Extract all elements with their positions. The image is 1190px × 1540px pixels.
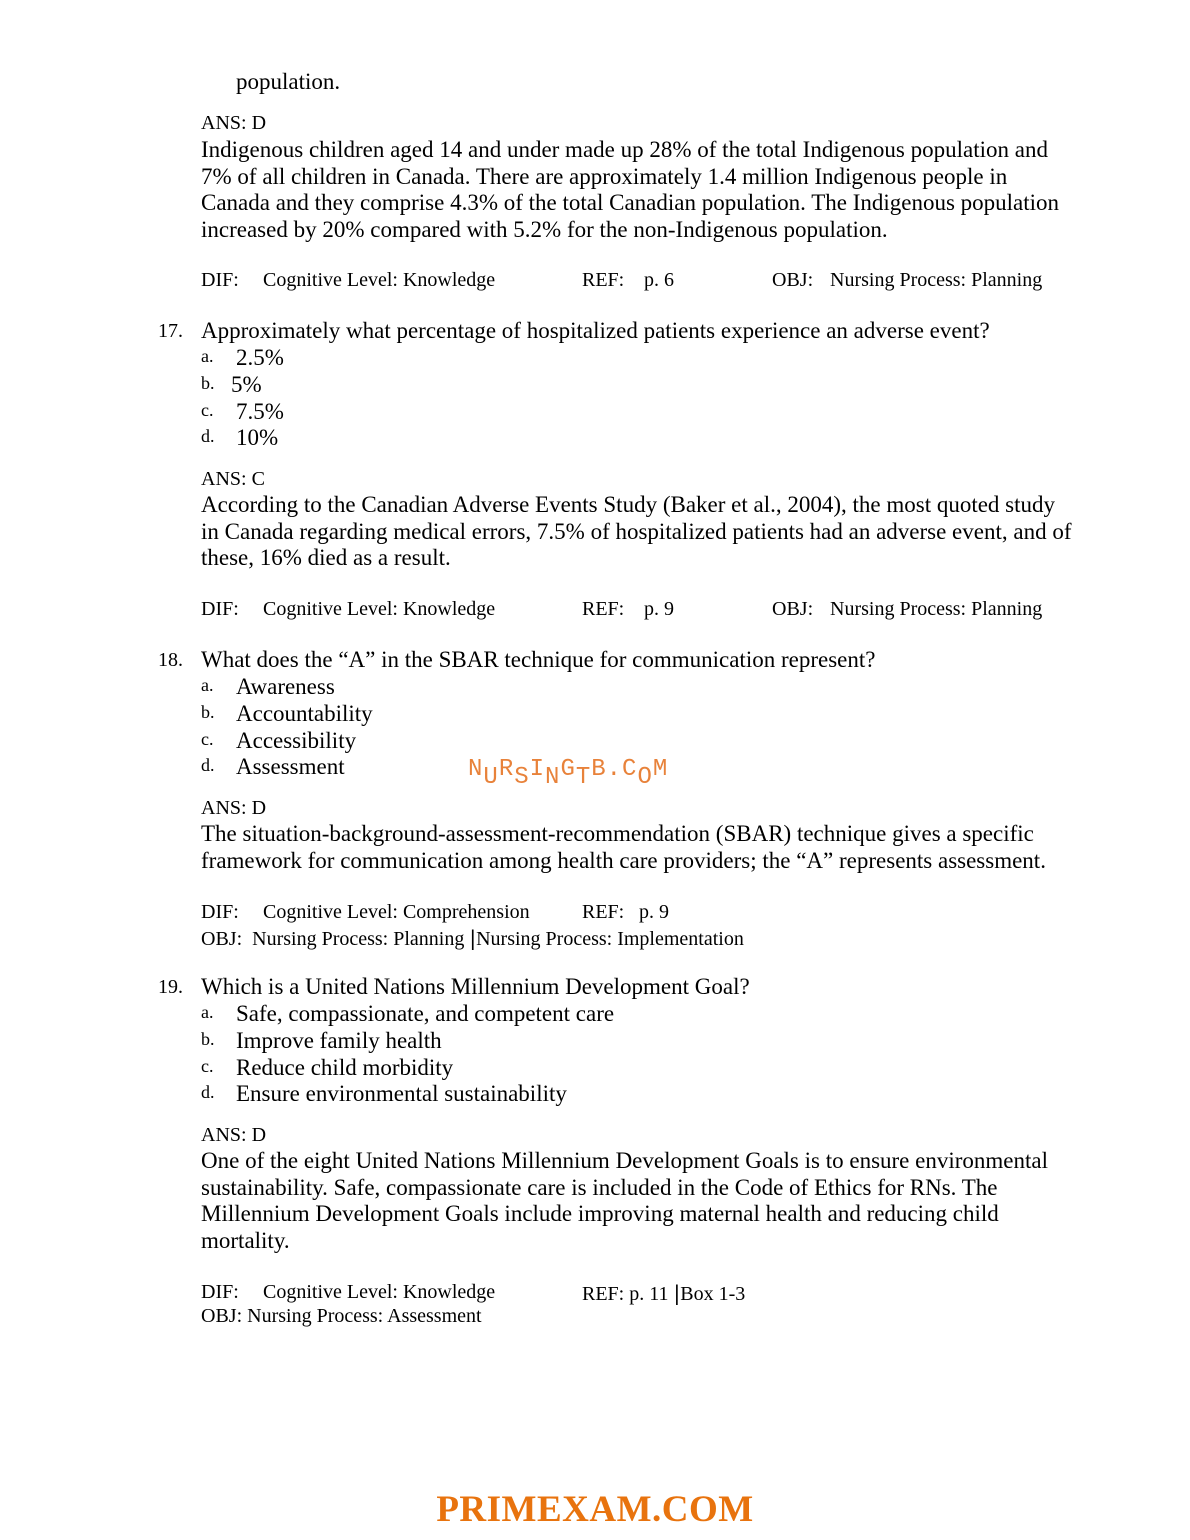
q19-option-d: Ensure environmental sustainability: [236, 1081, 567, 1106]
q19-obj-label: OBJ:: [201, 1305, 243, 1327]
rationale-line: One of the eight United Nations Millennium Development Goals is to ensure environmental: [201, 1148, 1048, 1173]
q18-option-c: Accessibility: [236, 728, 357, 753]
rationale-line: Canada and they comprise 4.3% of the total Canadian population. The Indigenous population: [201, 190, 1060, 216]
watermark-char: T: [575, 764, 592, 791]
q18-number: 18.: [158, 649, 183, 671]
watermark-char: G: [560, 756, 576, 783]
q19-ref-label: REF:: [582, 1283, 625, 1305]
q18-rationale: [201, 821, 1046, 874]
q18-option-d-letter: d.: [201, 755, 215, 775]
q16-dif-label: DIF:: [201, 269, 239, 291]
q17-answer: ANS: C: [201, 468, 265, 490]
q17-option-d: 10%: [236, 425, 279, 450]
watermark-char: B.C: [591, 756, 638, 783]
q18-option-b: Accountability: [236, 701, 373, 726]
q19-rationale: [201, 1148, 1048, 1254]
q17-obj-label: OBJ:: [772, 598, 814, 620]
q16-dif-value: Cognitive Level: Knowledge: [263, 269, 496, 291]
q17-obj-value: Nursing Process: Planning: [830, 598, 1043, 620]
q18-stem: What does the “A” in the SBAR technique for communication represent?: [201, 647, 876, 672]
q18-option-d: Assessment: [236, 754, 345, 779]
q18-obj-line: [201, 926, 744, 951]
separator: |: [673, 1281, 681, 1305]
q18-obj-value-2: Nursing Process: Implementation: [476, 928, 744, 950]
q16-rationale: [201, 137, 1059, 243]
q19-option-b-letter: b.: [201, 1029, 215, 1049]
q19-option-b: Improve family health: [236, 1028, 442, 1053]
q19-option-a: Safe, compassionate, and competent care: [236, 1001, 615, 1026]
q18-obj-value-1: Nursing Process: Planning: [252, 928, 465, 950]
q19-option-a-letter: a.: [201, 1002, 214, 1022]
q17-option-a: 2.5%: [236, 345, 284, 370]
q17-stem: Approximately what percentage of hospitalized patients experience an adverse event?: [201, 318, 990, 343]
rationale-line: According to the Canadian Adverse Events Study (Baker et al., 2004), the most quoted study: [201, 492, 1056, 517]
q18-option-c-letter: c.: [201, 729, 214, 749]
rationale-line: The situation-background-assessment-recommendation (SBAR) technique gives a specific: [201, 821, 1034, 846]
watermark-char: N: [468, 756, 484, 783]
q19-option-c: Reduce child morbidity: [236, 1055, 454, 1080]
q17-option-b-letter: b.: [201, 373, 215, 393]
rationale-line: these, 16% died as a result.: [201, 545, 451, 571]
nursingtb-watermark: [468, 756, 669, 791]
q18-dif-label: DIF:: [201, 901, 239, 923]
q18-option-a: Awareness: [236, 674, 335, 699]
q19-dif-value: Cognitive Level: Knowledge: [263, 1281, 496, 1303]
q16-option-tail: population.: [236, 69, 341, 94]
q17-dif-value: Cognitive Level: Knowledge: [263, 598, 496, 620]
watermark-char: S: [514, 764, 530, 791]
q16-ref-value: p. 6: [644, 269, 674, 291]
rationale-line: in Canada regarding medical errors, 7.5% of hospitalized patients had an adverse event, and of: [201, 518, 1072, 544]
q19-answer: ANS: D: [201, 1124, 267, 1146]
q18-option-a-letter: a.: [201, 675, 214, 695]
q17-option-d-letter: d.: [201, 426, 215, 446]
q19-ref-value-2: Box 1-3: [680, 1283, 746, 1305]
q18-option-b-letter: b.: [201, 702, 215, 722]
watermark-char: O: [637, 764, 653, 791]
watermark-char: I: [529, 756, 546, 783]
rationale-line: Indigenous children aged 14 and under made up 28% of the total Indigenous population and: [201, 137, 1048, 162]
q19-option-d-letter: d.: [201, 1082, 215, 1102]
q17-option-c-letter: c.: [201, 400, 214, 420]
q17-option-a-letter: a.: [201, 346, 214, 366]
footer-brand: PRIMEXAM.COM: [436, 1489, 754, 1530]
q19-dif-label: DIF:: [201, 1281, 239, 1303]
q16-answer: ANS: D: [201, 112, 267, 134]
rationale-line: Millennium Development Goals include improving maternal health and reducing child: [201, 1201, 999, 1227]
q17-ref-value: p. 9: [644, 598, 674, 620]
rationale-line: mortality.: [201, 1227, 290, 1253]
q19-ref-value-1: p. 11: [629, 1283, 669, 1305]
watermark-char: N: [545, 764, 561, 791]
q18-ref-value: p. 9: [639, 901, 669, 923]
rationale-line: framework for communication among health care providers; the “A” represents assessment.: [201, 847, 1046, 873]
q17-rationale: [201, 492, 1072, 572]
rationale-line: 7% of all children in Canada. There are approximately 1.4 million Indigenous people in: [201, 163, 1008, 189]
q17-option-b: 5%: [231, 372, 262, 397]
rationale-line: sustainability. Safe, compassionate care is included in the Code of Ethics for RNs. The: [201, 1174, 998, 1200]
watermark-char: R: [498, 756, 515, 783]
separator: |: [469, 926, 477, 950]
q18-dif-value: Cognitive Level: Comprehension: [263, 901, 530, 923]
q19-stem: Which is a United Nations Millennium Development Goal?: [201, 974, 750, 999]
q17-ref-label: REF:: [582, 598, 625, 620]
q16-obj-label: OBJ:: [772, 269, 814, 291]
q16-obj-value: Nursing Process: Planning: [830, 269, 1043, 291]
q19-option-c-letter: c.: [201, 1056, 214, 1076]
q19-ref-line: [582, 1281, 745, 1306]
q17-dif-label: DIF:: [201, 598, 239, 620]
q18-ref-label: REF:: [582, 901, 625, 923]
q19-obj-line: [201, 1305, 482, 1328]
q19-obj-value: Nursing Process: Assessment: [247, 1305, 482, 1327]
rationale-line: increased by 20% compared with 5.2% for the non-Indigenous population.: [201, 216, 888, 242]
watermark-char: M: [652, 756, 669, 783]
q19-number: 19.: [158, 976, 183, 998]
q18-obj-label: OBJ:: [201, 928, 243, 950]
watermark-char: U: [483, 764, 499, 791]
q17-number: 17.: [158, 320, 183, 342]
q17-option-c: 7.5%: [236, 399, 284, 424]
q18-answer: ANS: D: [201, 797, 267, 819]
q16-ref-label: REF:: [582, 269, 625, 291]
